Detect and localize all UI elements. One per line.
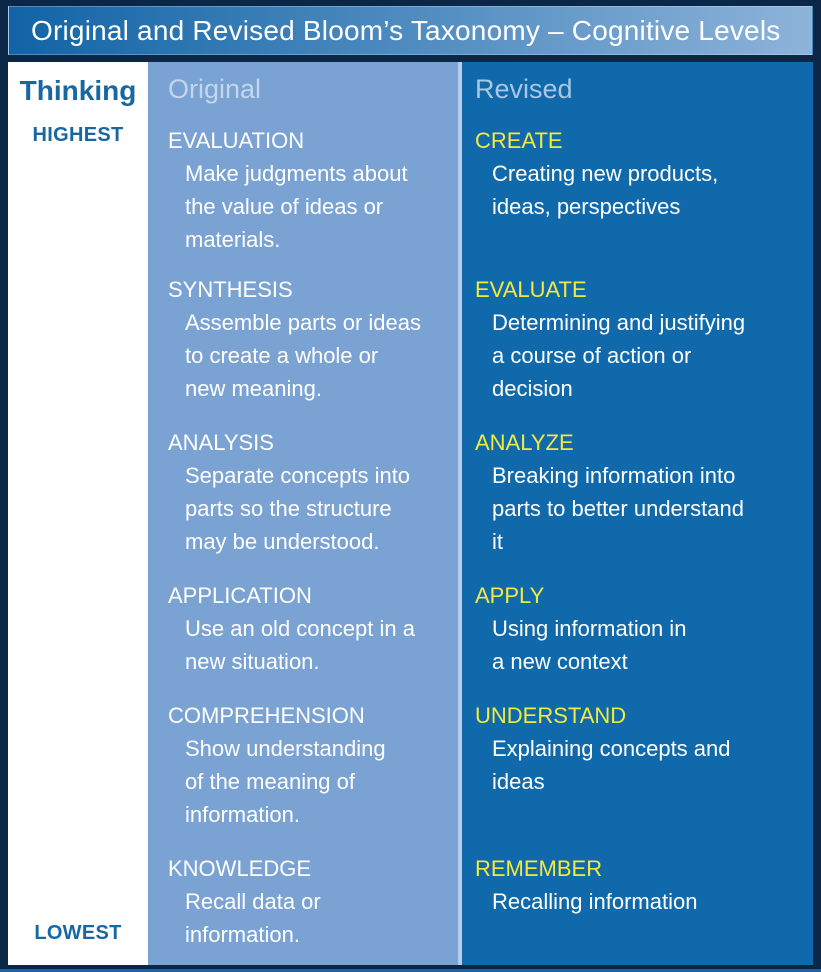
level-name: ANALYSIS <box>168 430 274 455</box>
level-apply <box>475 579 807 678</box>
level-desc-line: Explaining concepts and <box>492 736 731 761</box>
level-desc-line: the value of ideas or <box>185 194 384 219</box>
level-name: KNOWLEDGE <box>168 856 312 881</box>
level-desc-line: Creating new products, <box>492 161 719 186</box>
level-desc-line: a new context <box>492 649 628 674</box>
level-desc-line: parts to better understand <box>492 496 744 521</box>
level-evaluate <box>475 273 807 405</box>
level-desc-line: may be understood. <box>185 529 380 554</box>
original-column-header: Original <box>168 74 262 104</box>
level-name: APPLY <box>475 583 545 608</box>
level-knowledge <box>168 852 450 951</box>
taxonomy-columns <box>8 62 813 965</box>
level-desc-line: Assemble parts or ideas <box>185 310 421 335</box>
level-desc-line: it <box>492 529 503 554</box>
level-desc-line: Use an old concept in a <box>185 616 415 641</box>
slide-title: Original and Revised Bloom’s Taxonomy – Cognitive Levels <box>31 14 781 46</box>
level-application <box>168 579 450 678</box>
level-desc-line: Using information in <box>492 616 687 641</box>
level-understand <box>475 699 807 798</box>
level-comprehension <box>168 699 450 831</box>
thinking-column-header: Thinking <box>19 75 137 106</box>
level-desc-line: to create a whole or <box>185 343 379 368</box>
level-desc-line: new meaning. <box>185 376 322 401</box>
level-desc-line: Breaking information into <box>492 463 736 488</box>
level-name: APPLICATION <box>168 583 312 608</box>
level-name: REMEMBER <box>475 856 603 881</box>
level-analyze <box>475 426 807 558</box>
level-evaluation <box>168 124 450 256</box>
level-name: ANALYZE <box>475 430 574 455</box>
lowest-label: LOWEST <box>34 922 122 944</box>
level-desc-line: information. <box>185 802 300 827</box>
level-desc-line: Recalling information <box>492 889 698 914</box>
column-revised <box>462 62 813 965</box>
level-desc-line: Make judgments about <box>185 161 408 186</box>
level-create <box>475 124 807 223</box>
level-desc-line: information. <box>185 922 300 947</box>
revised-column-header: Revised <box>475 74 573 104</box>
level-desc-line: a course of action or <box>492 343 692 368</box>
level-name: UNDERSTAND <box>475 703 627 728</box>
level-name: EVALUATION <box>168 128 305 153</box>
level-synthesis <box>168 273 450 405</box>
level-analysis <box>168 426 450 558</box>
level-desc-line: of the meaning of <box>185 769 356 794</box>
level-desc-line: Determining and justifying <box>492 310 746 335</box>
level-desc-line: Recall data or <box>185 889 321 914</box>
level-desc-line: Separate concepts into <box>185 463 411 488</box>
level-desc-line: new situation. <box>185 649 320 674</box>
level-desc-line: materials. <box>185 227 281 252</box>
level-remember <box>475 852 807 918</box>
level-name: SYNTHESIS <box>168 277 293 302</box>
column-thinking <box>8 62 148 965</box>
level-desc-line: ideas, perspectives <box>492 194 681 219</box>
column-original <box>148 62 458 965</box>
title-bar <box>8 6 813 55</box>
level-name: COMPREHENSION <box>168 703 365 728</box>
level-desc-line: decision <box>492 376 573 401</box>
level-name: CREATE <box>475 128 563 153</box>
level-name: EVALUATE <box>475 277 587 302</box>
level-desc-line: parts so the structure <box>185 496 392 521</box>
highest-label: HIGHEST <box>32 124 124 146</box>
level-desc-line: ideas <box>492 769 545 794</box>
level-desc-line: Show understanding <box>185 736 386 761</box>
